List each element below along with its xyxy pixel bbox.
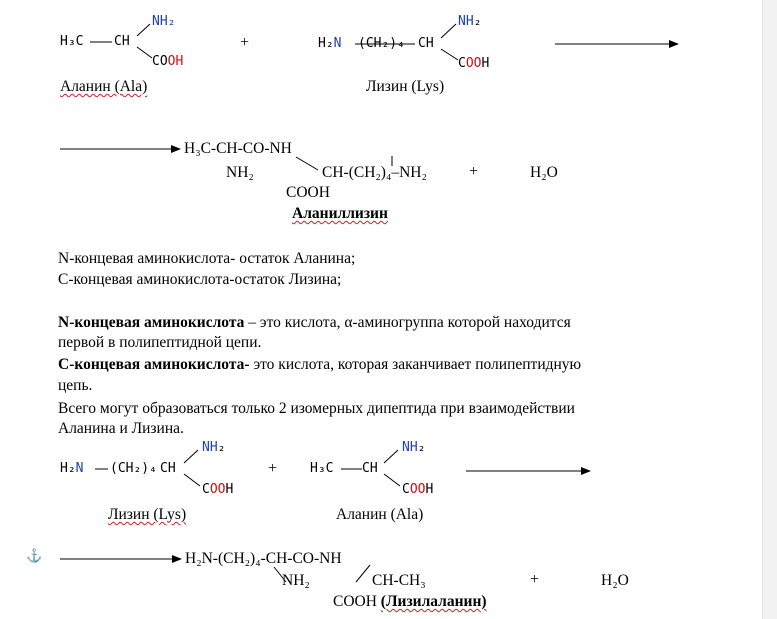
- alanine-name: Аланин (Ala): [60, 78, 148, 95]
- alanine-cooh: COOH: [152, 54, 184, 69]
- plus-sign: +: [240, 34, 250, 51]
- alanine-nh2: NH₂: [152, 14, 176, 29]
- bond-line: [184, 450, 198, 463]
- lysine-name: Лизин (Lys): [366, 78, 445, 95]
- water: H₂O: [601, 572, 629, 589]
- alanine2-name: Аланин (Ala): [336, 506, 424, 523]
- product2-line1: H₂N-(CH₂)₄-CH-CO-NH: [185, 550, 342, 567]
- total-line1: Всего могут образоваться только 2 изомерных дипептида при взаимодействии: [58, 400, 575, 417]
- lysine2-chain: (CH₂)₄: [110, 461, 157, 476]
- lysine2-formula: H₂N: [60, 461, 84, 476]
- bond-line: [441, 24, 456, 38]
- bond-line: [384, 474, 400, 486]
- plus-sign: +: [530, 571, 540, 588]
- bond-line: [384, 450, 398, 463]
- lysine-ch: CH: [418, 36, 434, 51]
- def-n-line1: N-концевая аминокислота – это кислота, α-аминогруппа которой находится: [58, 314, 571, 331]
- def-c-line2: цепь.: [58, 377, 93, 394]
- c-terminal-line: С-концевая аминокислота-остаток Лизина;: [58, 271, 342, 288]
- lysine-formula: H₂N: [318, 36, 342, 51]
- bond-line: [356, 565, 370, 582]
- product1-cooh: COOH: [286, 184, 330, 201]
- lysine2-cooh: COOH: [202, 482, 234, 497]
- def-c-line1: С-концевая аминокислота- это кислота, которая заканчивает полипептидную: [58, 356, 582, 373]
- product1-line1: H₃C-CH-CO-NH: [184, 140, 292, 157]
- lysine-chain: (CH₂)₄: [358, 36, 405, 51]
- lysine2-name: Лизин (Lys): [108, 506, 187, 523]
- bond-line: [137, 47, 152, 58]
- lysine-nh2: NH₂: [458, 14, 482, 29]
- product2-nh2: NH₂: [282, 572, 310, 589]
- product2-cooh-name: COOH (Лизилаланин): [333, 593, 487, 610]
- alanine2-h3c: H₃C: [310, 461, 334, 476]
- bond-line: [296, 157, 318, 170]
- plus-sign: +: [469, 163, 479, 180]
- bond-line: [137, 24, 150, 36]
- plus-sign: +: [268, 460, 278, 477]
- product1-name: Аланиллизин: [292, 205, 388, 222]
- lysine2-ch: CH: [160, 461, 176, 476]
- water: H₂O: [530, 164, 558, 181]
- lysine-cooh: COOH: [458, 56, 490, 71]
- alanine2-cooh: COOH: [402, 482, 434, 497]
- bond-line: [441, 49, 458, 60]
- lysine2-nh2: NH₂: [202, 440, 226, 455]
- total-line2: Аланина и Лизина.: [58, 420, 184, 437]
- bond-line: [184, 474, 200, 486]
- alanine-h3c: H₃C: [60, 34, 84, 49]
- def-n-line2: первой в полипептидной цепи.: [58, 334, 262, 351]
- anchor-icon[interactable]: ⚓: [26, 548, 43, 563]
- alanine2-nh2: NH₂: [402, 440, 426, 455]
- n-terminal-line: N-концевая аминокислота- остаток Аланина;: [58, 250, 356, 267]
- vertical-scrollbar[interactable]: [762, 0, 777, 619]
- product1-chain: CH-(CH₂)₄–NH₂: [322, 164, 427, 181]
- product2-chch3: CH-CH₃: [372, 572, 426, 589]
- product1-nh2: NH₂: [226, 164, 254, 181]
- alanine-ch: CH: [114, 34, 130, 49]
- alanine2-ch: CH: [362, 461, 378, 476]
